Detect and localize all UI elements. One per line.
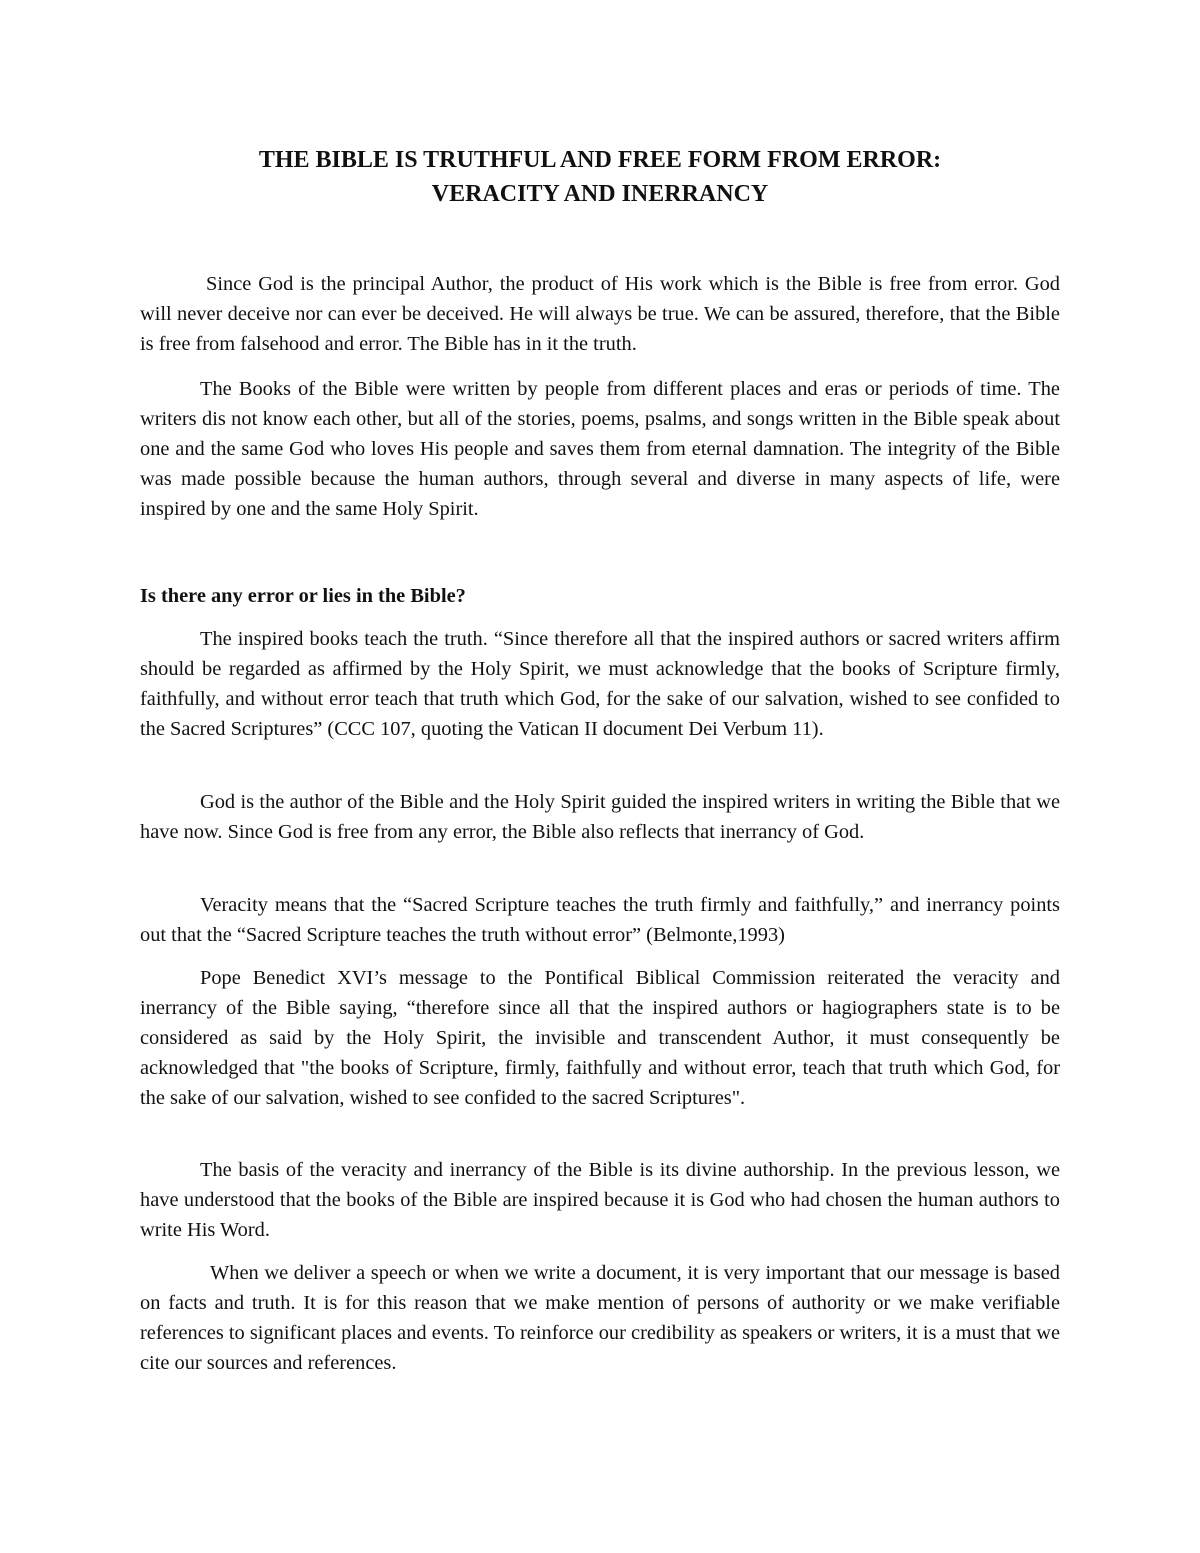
section-heading: Is there any error or lies in the Bible? — [140, 585, 466, 607]
paragraph-pope-benedict: Pope Benedict XVI’s message to the Pontifical Biblical Commission reiterated the veracity and inerrancy of the Bible saying, “therefore since all that the inspired authors or hagiographers state is to be considered as said by the Holy Spirit, the invisible and transcendent Author, it must consequently be acknowledged that "the books of Scripture, firmly, faithfully and without error, teach that truth which God, for the sake of our salvation, wished to see confided to the sacred Scriptures". — [140, 967, 1060, 1109]
document-title — [0, 143, 1200, 211]
paragraph-intro: Since God is the principal Author, the product of His work which is the Bible is free from error. God will never deceive nor can ever be deceived. He will always be true. We can be assured, therefore, that the Bible is free from falsehood and error. The Bible has in it the truth. — [140, 273, 1060, 355]
paragraph-books-of-bible: The Books of the Bible were written by people from different places and eras or periods of time. The writers dis not know each other, but all of the stories, poems, psalms, and songs written in the Bible speak about one and the same God who loves His people and saves them from eternal damnation. The integrity of the Bible was made possible because the human authors, through several and diverse in many aspects of life, were inspired by one and the same Holy Spirit. — [140, 378, 1060, 520]
paragraph-god-author: God is the author of the Bible and the Holy Spirit guided the inspired writers in writing the Bible that we have now. Since God is free from any error, the Bible also reflects that inerrancy of God. — [140, 791, 1060, 843]
paragraph-veracity-definition: Veracity means that the “Sacred Scripture teaches the truth firmly and faithfully,” and inerrancy points out that the “Sacred Scripture teaches the truth without error” (Belmonte,1993) — [140, 894, 1060, 946]
paragraph-inspired-books: The inspired books teach the truth. “Since therefore all that the inspired authors or sacred writers affirm should be regarded as affirmed by the Holy Spirit, we must acknowledge that the books of Scripture firmly, faithfully, and without error teach that truth which God, for the sake of our salvation, wished to see confided to the Sacred Scriptures” (CCC 107, quoting the Vatican II document Dei Verbum 11). — [140, 628, 1060, 740]
title-line-2: VERACITY AND INERRANCY — [431, 181, 769, 207]
paragraph-credibility: When we deliver a speech or when we write a document, it is very important that our message is based on facts and truth. It is for this reason that we make mention of persons of authority or we make verifiable references to significant places and events. To reinforce our credibility as speakers or writers, it is a must that we cite our sources and references. — [140, 1262, 1060, 1374]
paragraph-divine-authorship: The basis of the veracity and inerrancy of the Bible is its divine authorship. In the previous lesson, we have understood that the books of the Bible are inspired because it is God who had chosen the human authors to write His Word. — [140, 1159, 1060, 1241]
title-line-1: THE BIBLE IS TRUTHFUL AND FREE FORM FROM ERROR: — [258, 147, 942, 173]
